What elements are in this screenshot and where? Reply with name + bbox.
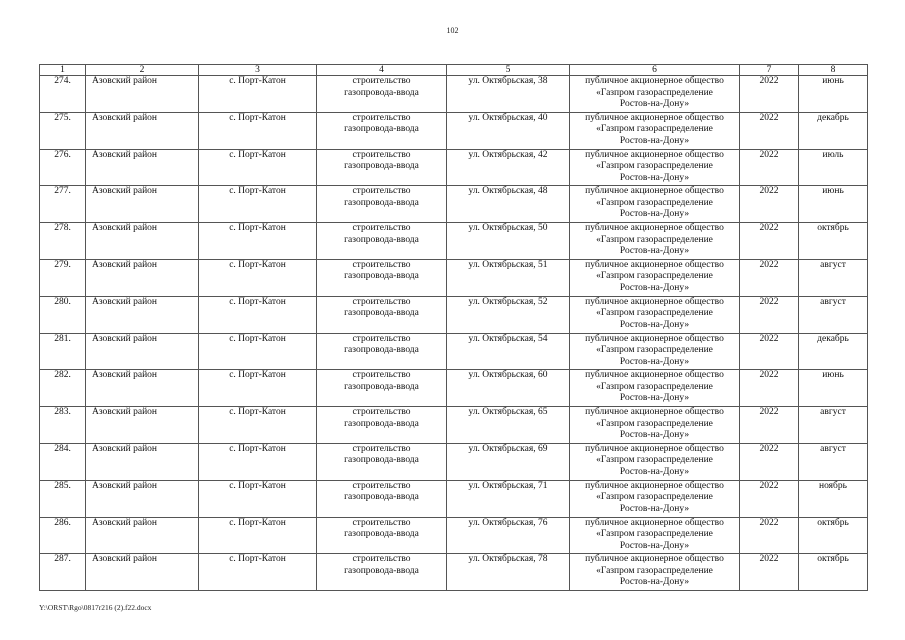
district-cell: Азовский район xyxy=(86,480,199,517)
organization-cell-line: Ростов-на-Дону» xyxy=(619,393,690,404)
organization-cell-line: публичное акционерное общество xyxy=(585,554,724,565)
column-number-header xyxy=(40,65,868,76)
organization-cell-line: «Газпром газораспределение xyxy=(596,492,713,503)
organization-cell-line: Ростов-на-Дону» xyxy=(619,282,690,293)
work-type-cell-line: газопровода-ввода xyxy=(344,161,419,172)
table-row xyxy=(40,149,868,186)
organization-cell-line: публичное акционерное общество xyxy=(585,517,724,528)
row-number-cell: 282. xyxy=(40,370,86,407)
work-type-cell-line: строительство xyxy=(352,517,411,528)
month-cell: июль xyxy=(799,149,868,186)
organization-cell-line: Ростов-на-Дону» xyxy=(619,135,690,146)
row-number-cell: 277. xyxy=(40,186,86,223)
settlement-cell: с. Порт-Катон xyxy=(199,296,317,333)
settlement-cell: с. Порт-Катон xyxy=(199,112,317,149)
work-type-cell-line: газопровода-ввода xyxy=(344,455,419,466)
organization-cell-line: публичное акционерное общество xyxy=(585,149,724,160)
work-type-cell-line: строительство xyxy=(352,333,411,344)
work-type-cell xyxy=(317,443,447,480)
address-cell: ул. Октябрьская, 76 xyxy=(447,517,570,554)
column-header: 8 xyxy=(799,65,868,76)
address-cell: ул. Октябрьская, 60 xyxy=(447,370,570,407)
settlement-cell: с. Порт-Катон xyxy=(199,407,317,444)
work-type-cell-line: газопровода-ввода xyxy=(344,492,419,503)
organization-cell xyxy=(570,296,740,333)
year-cell: 2022 xyxy=(740,517,799,554)
month-cell: июнь xyxy=(799,370,868,407)
address-cell: ул. Октябрьская, 65 xyxy=(447,407,570,444)
column-header: 2 xyxy=(86,65,199,76)
row-number-cell: 278. xyxy=(40,223,86,260)
column-header: 3 xyxy=(199,65,317,76)
address-cell: ул. Октябрьская, 42 xyxy=(447,149,570,186)
organization-cell-line: «Газпром газораспределение xyxy=(596,87,713,98)
work-type-cell-line: газопровода-ввода xyxy=(344,418,419,429)
organization-cell-line: Ростов-на-Дону» xyxy=(619,430,690,441)
work-type-cell-line: строительство xyxy=(352,443,411,454)
organization-cell-line: публичное акционерное общество xyxy=(585,443,724,454)
organization-cell xyxy=(570,112,740,149)
address-cell: ул. Октябрьская, 69 xyxy=(447,443,570,480)
month-cell: август xyxy=(799,407,868,444)
work-type-cell-line: строительство xyxy=(352,370,411,381)
row-number-cell: 276. xyxy=(40,149,86,186)
month-cell: ноябрь xyxy=(799,480,868,517)
work-type-cell-line: газопровода-ввода xyxy=(344,271,419,282)
schedule-table xyxy=(39,64,868,591)
row-number-cell: 281. xyxy=(40,333,86,370)
work-type-cell xyxy=(317,333,447,370)
address-cell: ул. Октябрьская, 38 xyxy=(447,76,570,113)
work-type-cell xyxy=(317,370,447,407)
table-row xyxy=(40,480,868,517)
organization-cell-line: публичное акционерное общество xyxy=(585,186,724,197)
row-number-cell: 286. xyxy=(40,517,86,554)
work-type-cell-line: газопровода-ввода xyxy=(344,87,419,98)
work-type-cell-line: строительство xyxy=(352,480,411,491)
organization-cell-line: «Газпром газораспределение xyxy=(596,124,713,135)
work-type-cell-line: газопровода-ввода xyxy=(344,124,419,135)
organization-cell xyxy=(570,76,740,113)
year-cell: 2022 xyxy=(740,76,799,113)
organization-cell-line: Ростов-на-Дону» xyxy=(619,209,690,220)
organization-cell xyxy=(570,407,740,444)
work-type-cell xyxy=(317,259,447,296)
month-cell: октябрь xyxy=(799,554,868,591)
work-type-cell xyxy=(317,186,447,223)
year-cell: 2022 xyxy=(740,296,799,333)
work-type-cell-line: газопровода-ввода xyxy=(344,381,419,392)
work-type-cell xyxy=(317,76,447,113)
column-header: 6 xyxy=(570,65,740,76)
column-header: 7 xyxy=(740,65,799,76)
row-number-cell: 275. xyxy=(40,112,86,149)
organization-cell-line: «Газпром газораспределение xyxy=(596,197,713,208)
year-cell: 2022 xyxy=(740,186,799,223)
footer-file-path: Y:\ORST\Rgo\0817r216 (2).f22.docx xyxy=(39,603,152,612)
address-cell: ул. Октябрьская, 71 xyxy=(447,480,570,517)
organization-cell-line: публичное акционерное общество xyxy=(585,223,724,234)
year-cell: 2022 xyxy=(740,370,799,407)
organization-cell-line: Ростов-на-Дону» xyxy=(619,466,690,477)
settlement-cell: с. Порт-Катон xyxy=(199,554,317,591)
organization-cell xyxy=(570,370,740,407)
month-cell: октябрь xyxy=(799,223,868,260)
row-number-cell: 287. xyxy=(40,554,86,591)
organization-cell xyxy=(570,443,740,480)
organization-cell-line: «Газпром газораспределение xyxy=(596,529,713,540)
organization-cell xyxy=(570,554,740,591)
month-cell: август xyxy=(799,259,868,296)
table-row xyxy=(40,407,868,444)
work-type-cell-line: строительство xyxy=(352,296,411,307)
year-cell: 2022 xyxy=(740,480,799,517)
settlement-cell: с. Порт-Катон xyxy=(199,333,317,370)
work-type-cell-line: строительство xyxy=(352,554,411,565)
table-row xyxy=(40,333,868,370)
organization-cell-line: Ростов-на-Дону» xyxy=(619,99,690,109)
settlement-cell: с. Порт-Катон xyxy=(199,370,317,407)
work-type-cell-line: строительство xyxy=(352,223,411,234)
organization-cell-line: «Газпром газораспределение xyxy=(596,234,713,245)
organization-cell-line: «Газпром газораспределение xyxy=(596,345,713,356)
row-number-cell: 274. xyxy=(40,76,86,113)
district-cell: Азовский район xyxy=(86,517,199,554)
column-header: 1 xyxy=(40,65,86,76)
work-type-cell xyxy=(317,223,447,260)
year-cell: 2022 xyxy=(740,259,799,296)
work-type-cell-line: строительство xyxy=(352,149,411,160)
district-cell: Азовский район xyxy=(86,259,199,296)
organization-cell-line: публичное акционерное общество xyxy=(585,370,724,381)
work-type-cell xyxy=(317,517,447,554)
year-cell: 2022 xyxy=(740,223,799,260)
row-number-cell: 279. xyxy=(40,259,86,296)
settlement-cell: с. Порт-Катон xyxy=(199,259,317,296)
settlement-cell: с. Порт-Катон xyxy=(199,443,317,480)
column-header: 5 xyxy=(447,65,570,76)
row-number-cell: 284. xyxy=(40,443,86,480)
organization-cell-line: Ростов-на-Дону» xyxy=(619,319,690,330)
year-cell: 2022 xyxy=(740,149,799,186)
settlement-cell: с. Порт-Катон xyxy=(199,223,317,260)
settlement-cell: с. Порт-Катон xyxy=(199,517,317,554)
district-cell: Азовский район xyxy=(86,333,199,370)
district-cell: Азовский район xyxy=(86,554,199,591)
organization-cell-line: Ростов-на-Дону» xyxy=(619,246,690,257)
page-number: 102 xyxy=(446,26,459,35)
settlement-cell: с. Порт-Катон xyxy=(199,480,317,517)
row-number-cell: 285. xyxy=(40,480,86,517)
work-type-cell-line: газопровода-ввода xyxy=(344,565,419,576)
address-cell: ул. Октябрьская, 51 xyxy=(447,259,570,296)
month-cell: октябрь xyxy=(799,517,868,554)
organization-cell-line: «Газпром газораспределение xyxy=(596,271,713,282)
work-type-cell-line: газопровода-ввода xyxy=(344,197,419,208)
table-row xyxy=(40,186,868,223)
district-cell: Азовский район xyxy=(86,407,199,444)
organization-cell xyxy=(570,517,740,554)
address-cell: ул. Октябрьская, 52 xyxy=(447,296,570,333)
work-type-cell xyxy=(317,112,447,149)
organization-cell xyxy=(570,333,740,370)
settlement-cell: с. Порт-Катон xyxy=(199,149,317,186)
district-cell: Азовский район xyxy=(86,296,199,333)
settlement-cell: с. Порт-Катон xyxy=(199,76,317,113)
organization-cell-line: публичное акционерное общество xyxy=(585,112,724,123)
organization-cell-line: публичное акционерное общество xyxy=(585,76,724,86)
work-type-cell-line: строительство xyxy=(352,76,411,86)
organization-cell-line: Ростов-на-Дону» xyxy=(619,503,690,514)
table-row xyxy=(40,112,868,149)
organization-cell-line: Ростов-на-Дону» xyxy=(619,172,690,183)
address-cell: ул. Октябрьская, 54 xyxy=(447,333,570,370)
organization-cell xyxy=(570,480,740,517)
organization-cell-line: «Газпром газораспределение xyxy=(596,161,713,172)
work-type-cell xyxy=(317,149,447,186)
district-cell: Азовский район xyxy=(86,443,199,480)
work-type-cell-line: строительство xyxy=(352,259,411,270)
district-cell: Азовский район xyxy=(86,149,199,186)
work-type-cell xyxy=(317,554,447,591)
table-row xyxy=(40,370,868,407)
table-row xyxy=(40,223,868,260)
organization-cell-line: публичное акционерное общество xyxy=(585,407,724,418)
work-type-cell xyxy=(317,480,447,517)
year-cell: 2022 xyxy=(740,443,799,480)
organization-cell xyxy=(570,149,740,186)
table-row xyxy=(40,554,868,591)
district-cell: Азовский район xyxy=(86,370,199,407)
row-number-cell: 283. xyxy=(40,407,86,444)
year-cell: 2022 xyxy=(740,333,799,370)
organization-cell-line: публичное акционерное общество xyxy=(585,333,724,344)
organization-cell-line: «Газпром газораспределение xyxy=(596,418,713,429)
settlement-cell: с. Порт-Катон xyxy=(199,186,317,223)
table-row xyxy=(40,259,868,296)
organization-cell-line: публичное акционерное общество xyxy=(585,296,724,307)
organization-cell-line: «Газпром газораспределение xyxy=(596,455,713,466)
year-cell: 2022 xyxy=(740,554,799,591)
address-cell: ул. Октябрьская, 78 xyxy=(447,554,570,591)
organization-cell xyxy=(570,223,740,260)
district-cell: Азовский район xyxy=(86,112,199,149)
organization-cell-line: «Газпром газораспределение xyxy=(596,308,713,319)
organization-cell-line: публичное акционерное общество xyxy=(585,480,724,491)
row-number-cell: 280. xyxy=(40,296,86,333)
work-type-cell-line: газопровода-ввода xyxy=(344,234,419,245)
work-type-cell xyxy=(317,407,447,444)
month-cell: декабрь xyxy=(799,333,868,370)
work-type-cell-line: строительство xyxy=(352,112,411,123)
organization-cell xyxy=(570,259,740,296)
month-cell: июнь xyxy=(799,186,868,223)
year-cell: 2022 xyxy=(740,407,799,444)
organization-cell-line: «Газпром газораспределение xyxy=(596,381,713,392)
work-type-cell xyxy=(317,296,447,333)
table-row xyxy=(40,443,868,480)
organization-cell-line: Ростов-на-Дону» xyxy=(619,356,690,367)
address-cell: ул. Октябрьская, 50 xyxy=(447,223,570,260)
table-row xyxy=(40,296,868,333)
district-cell: Азовский район xyxy=(86,223,199,260)
month-cell: июнь xyxy=(799,76,868,113)
month-cell: август xyxy=(799,443,868,480)
organization-cell-line: публичное акционерное общество xyxy=(585,259,724,270)
district-cell: Азовский район xyxy=(86,76,199,113)
work-type-cell-line: газопровода-ввода xyxy=(344,345,419,356)
organization-cell xyxy=(570,186,740,223)
work-type-cell-line: строительство xyxy=(352,186,411,197)
table-row xyxy=(40,76,868,113)
month-cell: август xyxy=(799,296,868,333)
year-cell: 2022 xyxy=(740,112,799,149)
organization-cell-line: Ростов-на-Дону» xyxy=(619,540,690,551)
work-type-cell-line: газопровода-ввода xyxy=(344,529,419,540)
month-cell: декабрь xyxy=(799,112,868,149)
address-cell: ул. Октябрьская, 40 xyxy=(447,112,570,149)
work-type-cell-line: строительство xyxy=(352,407,411,418)
work-type-cell-line: газопровода-ввода xyxy=(344,308,419,319)
organization-cell-line: «Газпром газораспределение xyxy=(596,565,713,576)
address-cell: ул. Октябрьская, 48 xyxy=(447,186,570,223)
table-row xyxy=(40,517,868,554)
district-cell: Азовский район xyxy=(86,186,199,223)
organization-cell-line: Ростов-на-Дону» xyxy=(619,577,690,588)
column-header: 4 xyxy=(317,65,447,76)
